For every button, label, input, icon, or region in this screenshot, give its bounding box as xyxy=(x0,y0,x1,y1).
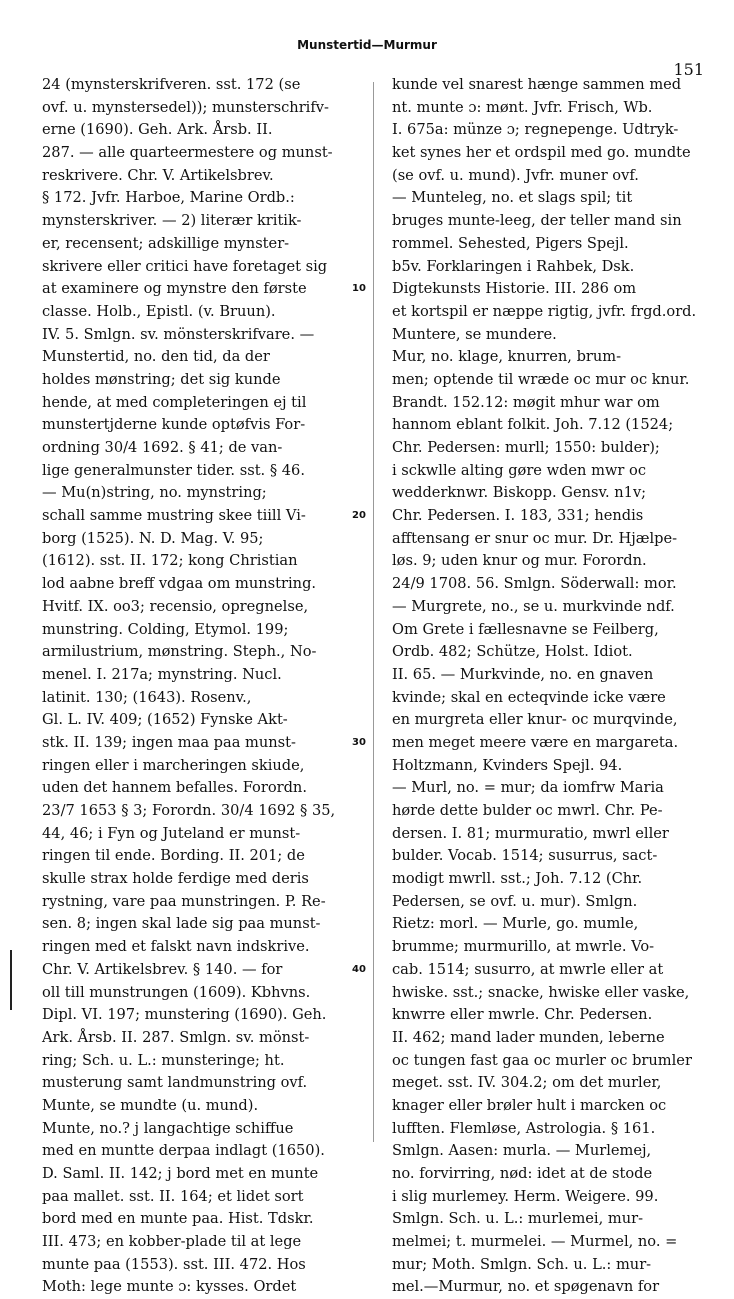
left-column-line: munstring. Colding, Etymol. 199; xyxy=(42,620,289,638)
left-column-line: ring; Sch. u. L.: munsteringe; ht. xyxy=(42,1051,285,1069)
right-column-line: i slig murlemey. Herm. Weigere. 99. xyxy=(392,1187,659,1205)
left-column-line: — Mu(n)string, no. mynstring; xyxy=(42,484,267,502)
right-column-line: Pedersen, se ovf. u. mur). Smlgn. xyxy=(392,892,638,910)
left-column-line: sen. 8; ingen skal lade sig paa munst- xyxy=(42,915,321,933)
left-column-line: uden det hannem befalles. Forordn. xyxy=(42,779,307,797)
left-column-line: ringen med et falskt navn indskrive. xyxy=(42,938,310,956)
left-column-line: (1612). sst. II. 172; kong Christian xyxy=(42,552,298,570)
left-column-line: latinit. 130; (1643). Rosenv., xyxy=(42,688,252,706)
right-column-line: oc tungen fast gaa oc murler oc brumler xyxy=(392,1051,692,1069)
left-column-line: ordning 30/4 1692. § 41; de van- xyxy=(42,439,283,456)
right-column-line: wedderknwr. Biskopp. Gensv. n1v; xyxy=(392,484,647,502)
left-column-line: lod aabne breff vdgaa om munstring. xyxy=(42,575,317,593)
left-column-line: rystning, vare paa munstringen. P. Re- xyxy=(42,892,326,910)
right-column-line: løs. 9; uden knur og mur. Forordn. xyxy=(392,552,647,570)
right-column-line: lufften. Flemløse, Astrologia. § 161. xyxy=(392,1119,656,1137)
right-column-line: Muntere, se mundere. xyxy=(392,325,557,343)
right-column-line: et kortspil er næppe rigtig, jvfr. frgd.ord. xyxy=(392,302,697,320)
left-column-line: musterung samt landmunstring ovf. xyxy=(42,1074,308,1092)
right-column-line: Om Grete i fællesnavne se Feilberg, xyxy=(392,620,659,638)
right-column-line: kunde vel snarest hænge sammen med xyxy=(392,76,682,93)
right-column-line: mel.—Murmur, no. et spøgenavn for xyxy=(392,1278,660,1296)
right-column-line: II. 462; mand lader munden, leberne xyxy=(392,1028,665,1046)
left-column-line: skrivere eller critici have foretaget sig xyxy=(42,257,328,275)
running-header: Munstertid—Murmur xyxy=(297,38,437,52)
left-column-line: Munte, se mundte (u. mund). xyxy=(42,1096,259,1114)
right-column-line: hwiske. sst.; snacke, hwiske eller vaske, xyxy=(392,983,690,1001)
left-column-line: Hvitf. IX. oo3; recensio, opregnelse, xyxy=(42,597,309,615)
left-column-line: 23/7 1653 § 3; Forordn. 30/4 1692 § 35, xyxy=(42,802,336,819)
right-column-line: kvinde; skal en ecteqvinde icke være xyxy=(392,688,666,706)
left-column-line: Moth: lege munte ɔ: kysses. Ordet xyxy=(42,1278,297,1296)
left-column-line: bord med en munte paa. Hist. Tdskr. xyxy=(42,1210,314,1228)
right-column-line: Chr. Pedersen. I. 183, 331; hendis xyxy=(392,507,644,525)
right-column-line: 24/9 1708. 56. Smlgn. Söderwall: mor. xyxy=(392,575,677,593)
left-column xyxy=(42,74,352,1299)
right-column-line: modigt mwrll. sst.; Joh. 7.12 (Chr. xyxy=(392,870,643,888)
right-column-line: knager eller brøler hult i marcken oc xyxy=(392,1096,667,1114)
left-column-line: stk. II. 139; ingen maa paa munst- xyxy=(42,733,296,751)
right-column-line: — Munteleg, no. et slags spil; tit xyxy=(392,189,633,207)
left-column-line: reskrivere. Chr. V. Artikelsbrev. xyxy=(42,166,274,184)
right-column-line: Rietz: morl. — Murle, go. mumle, xyxy=(392,915,639,933)
line-number-30: 30 xyxy=(352,737,366,749)
right-column-line: Mur, no. klage, knurren, brum- xyxy=(392,348,622,366)
page-number: 151 xyxy=(673,60,704,79)
left-column-line: Munstertid, no. den tid, da der xyxy=(42,348,270,366)
right-column-line: bulder. Vocab. 1514; susurrus, sact- xyxy=(392,847,658,865)
right-column-line: Smlgn. Aasen: murla. — Murlemej, xyxy=(392,1142,652,1160)
right-column-line: knwrre eller mwrle. Chr. Pedersen. xyxy=(392,1006,653,1024)
right-column-line: Holtzmann, Kvinders Spejl. 94. xyxy=(392,756,623,774)
left-column-line: Gl. L. IV. 409; (1652) Fynske Akt- xyxy=(42,711,288,729)
left-column-line: 287. — alle quarteermestere og munst- xyxy=(42,144,333,162)
left-column-line: menel. I. 217a; mynstring. Nucl. xyxy=(42,665,282,683)
right-column-line: Chr. Pedersen: murll; 1550: bulder); xyxy=(392,439,660,456)
left-column-line: § 172. Jvfr. Harboe, Marine Ordb.: xyxy=(42,189,295,207)
right-column-line: men meget meere være en margareta. xyxy=(392,733,679,751)
right-column-line: en murgreta eller knur- oc murqvinde, xyxy=(392,711,678,729)
right-column-line: rommel. Sehested, Pigers Spejl. xyxy=(392,234,629,252)
column-divider xyxy=(373,82,374,1142)
left-column-line: D. Saml. II. 142; j bord met en munte xyxy=(42,1165,319,1182)
left-column-line: 44, 46; i Fyn og Juteland er munst- xyxy=(42,824,301,842)
right-column-line: I. 675a: münze ɔ; regnepenge. Udtryk- xyxy=(392,121,679,139)
margin-mark xyxy=(10,950,12,1010)
right-column-line: Ordb. 482; Schütze, Holst. Idiot. xyxy=(392,643,633,661)
left-column-line: ringen til ende. Bording. II. 201; de xyxy=(42,847,305,865)
right-column xyxy=(392,74,714,1299)
right-column-line: hannom eblant folkit. Joh. 7.12 (1524; xyxy=(392,416,674,434)
left-column-line: ringen eller i marcheringen skiude, xyxy=(42,756,305,774)
left-column-line: schall samme mustring skee tiill Vi- xyxy=(42,507,306,525)
right-column-line: II. 65. — Murkvinde, no. en gnaven xyxy=(392,665,654,683)
right-column-line: nt. munte ɔ: mønt. Jvfr. Frisch, Wb. xyxy=(392,98,653,116)
line-number-40: 40 xyxy=(352,964,366,976)
right-column-line: b5v. Forklaringen i Rahbek, Dsk. xyxy=(392,257,635,275)
left-column-line: Chr. V. Artikelsbrev. § 140. — for xyxy=(42,960,283,978)
right-column-line: ket synes her et ordspil med go. mundte xyxy=(392,144,691,162)
left-column-line: Ark. Årsb. II. 287. Smlgn. sv. mönst- xyxy=(42,1028,310,1046)
left-column-line: mynsterskriver. — 2) literær kritik- xyxy=(42,212,302,230)
right-column-line: (se ovf. u. mund). Jvfr. muner ovf. xyxy=(392,166,639,184)
right-column-line: Smlgn. Sch. u. L.: murlemei, mur- xyxy=(392,1210,644,1228)
left-column-line: holdes mønstring; det sig kunde xyxy=(42,370,281,388)
right-column-line: hørde dette bulder oc mwrl. Chr. Pe- xyxy=(392,802,663,819)
left-column-line: IV. 5. Smlgn. sv. mönsterskrifvare. — xyxy=(42,325,315,343)
left-column-line: lige generalmunster tider. sst. § 46. xyxy=(42,461,305,479)
left-column-line: er, recensent; adskillige mynster- xyxy=(42,234,290,252)
right-column-line: Brandt. 152.12: møgit mhur war om xyxy=(392,393,660,411)
right-column-line: — Murl, no. = mur; da iomfrw Maria xyxy=(392,779,664,797)
left-column-line: Munte, no.? j langachtige schiffue xyxy=(42,1119,294,1137)
right-column-line: bruges munte-leeg, der teller mand sin xyxy=(392,212,682,230)
left-column-line: munstertjderne kunde optøfvis For- xyxy=(42,416,306,434)
left-column-line: erne (1690). Geh. Ark. Årsb. II. xyxy=(42,121,273,139)
left-column-line: III. 473; en kobber-plade til at lege xyxy=(42,1233,302,1251)
line-number-20: 20 xyxy=(352,510,366,522)
right-column-line: no. forvirring, nød: idet at de stode xyxy=(392,1165,653,1182)
left-column-line: ovf. u. mynstersedel)); munsterschrifv- xyxy=(42,98,329,116)
right-column-line: mur; Moth. Smlgn. Sch. u. L.: mur- xyxy=(392,1255,652,1273)
left-column-line: skulle strax holde ferdige med deris xyxy=(42,870,309,888)
right-column-line: i sckwlle alting gøre wden mwr oc xyxy=(392,461,646,479)
left-column-line: borg (1525). N. D. Mag. V. 95; xyxy=(42,529,264,547)
line-number-10: 10 xyxy=(352,283,366,295)
left-column-line: munte paa (1553). sst. III. 472. Hos xyxy=(42,1255,306,1273)
left-column-line: med en muntte derpaa indlagt (1650). xyxy=(42,1142,325,1160)
right-column-line: afftensang er snur oc mur. Dr. Hjælpe- xyxy=(392,529,678,547)
right-column-line: meget. sst. IV. 304.2; om det murler, xyxy=(392,1074,662,1092)
left-column-line: 24 (mynsterskrifveren. sst. 172 (se xyxy=(42,76,301,93)
left-column-line: Dipl. VI. 197; munstering (1690). Geh. xyxy=(42,1006,327,1024)
right-column-line: melmei; t. murmelei. — Murmel, no. = xyxy=(392,1233,678,1251)
right-column-line: Digtekunsts Historie. III. 286 om xyxy=(392,280,637,298)
right-column-line: cab. 1514; susurro, at mwrle eller at xyxy=(392,960,664,978)
right-column-line: dersen. I. 81; murmuratio, mwrl eller xyxy=(392,824,669,842)
left-column-line: paa mallet. sst. II. 164; et lidet sort xyxy=(42,1187,304,1205)
left-column-line: at examinere og mynstre den første xyxy=(42,280,307,298)
right-column-line: — Murgrete, no., se u. murkvinde ndf. xyxy=(392,597,675,615)
left-column-line: armilustrium, mønstring. Steph., No- xyxy=(42,643,317,661)
right-column-line: men; optende til wræde oc mur oc knur. xyxy=(392,370,690,388)
left-column-line: oll till munstrungen (1609). Kbhvns. xyxy=(42,983,311,1001)
left-column-line: hende, at med completeringen ej til xyxy=(42,393,307,411)
right-column-line: brumme; murmurillo, at mwrle. Vo- xyxy=(392,938,655,956)
left-column-line: classe. Holb., Epistl. (v. Bruun). xyxy=(42,302,276,320)
